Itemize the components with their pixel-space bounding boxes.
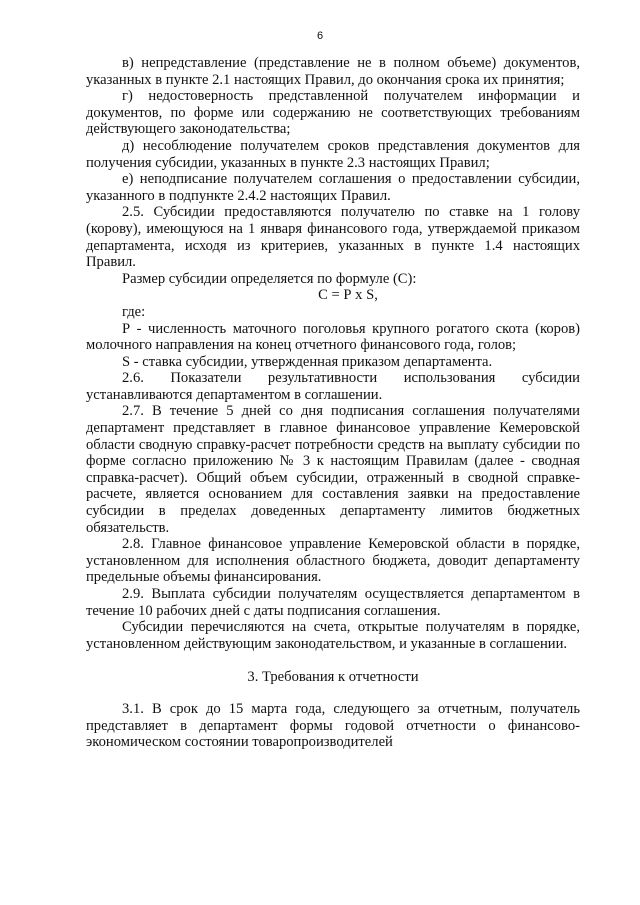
paragraph-item-g: г) недостоверность представленной получателем информации и документов, по форме или содержанию не соответствующих требованиям действующего законодательства; bbox=[86, 88, 580, 138]
paragraph-definition-s: S - ставка субсидии, утвержденная приказом департамента. bbox=[122, 353, 493, 370]
paragraph-3-1: 3.1. В срок до 15 марта года, следующего за отчетным, получатель представляет в департамент формы годовой отчетности о финансово-экономическом состоянии товаропроизводителей bbox=[86, 700, 580, 751]
paragraph-2-5: 2.5. Субсидии предоставляются получателю по ставке на 1 голову (корову), имеющуюся на 1 января финансового года, утверждаемой приказом департамента, исходя из критериев, указанных в пункте 1.4 настоящих Правил. bbox=[86, 204, 580, 271]
document-body bbox=[86, 55, 580, 751]
paragraph-2-8: 2.8. Главное финансовое управление Кемеровской области в порядке, установленном для исполнения областного бюджета, доводит департаменту предельные объемы финансирования. bbox=[86, 536, 580, 586]
paragraph-definition-p: Р - численность маточного поголовья крупного рогатого скота (коров) молочного направления на конец отчетного финансового года, голов; bbox=[86, 320, 580, 354]
paragraph-transfer: Субсидии перечисляются на счета, открытые получателям в порядке, установленном действующим законодательством, и указанные в соглашении. bbox=[86, 619, 580, 652]
where-label: где: bbox=[122, 303, 146, 320]
paragraph-2-9: 2.9. Выплата субсидии получателям осуществляется департаментом в течение 10 рабочих дней с даты подписания соглашения. bbox=[86, 586, 580, 619]
paragraph-formula-intro: Размер субсидии определяется по формуле (С): bbox=[122, 270, 417, 287]
paragraph-item-v: в) непредставление (представление не в полном объеме) документов, указанных в пункте 2.1 настоящих Правил, до окончания срока их принятия; bbox=[86, 55, 580, 88]
paragraph-item-d: д) несоблюдение получателем сроков представления документов для получения субсидии, указанных в пункте 2.3 настоящих Правил; bbox=[86, 137, 580, 171]
page-number: 6 bbox=[316, 30, 324, 42]
paragraph-2-6: 2.6. Показатели результативности использования субсидии устанавливаются департаментом в соглашении. bbox=[86, 370, 580, 403]
section-heading: 3. Требования к отчетности bbox=[247, 669, 419, 686]
paragraph-2-7: 2.7. В течение 5 дней со дня подписания соглашения получателями департамент представляет в главное финансовое управление Кемеровской области сводную справку-расчет потребности средств на выплату субсидии по форме согласно приложению № 3 к настоящим Правилам (далее - сводная справка-расчет). Общий объем субсидии, отраженный в сводной справке-расчете, является основанием для составления заявки на предоставление субсидии в пределах доведенных департаменту лимитов бюджетных обязательств. bbox=[86, 403, 580, 536]
formula: С = Р х S, bbox=[318, 287, 378, 304]
paragraph-item-e: е) неподписание получателем соглашения о предоставлении субсидии, указанного в подпункте 2.4.2 настоящих Правил. bbox=[86, 171, 580, 204]
